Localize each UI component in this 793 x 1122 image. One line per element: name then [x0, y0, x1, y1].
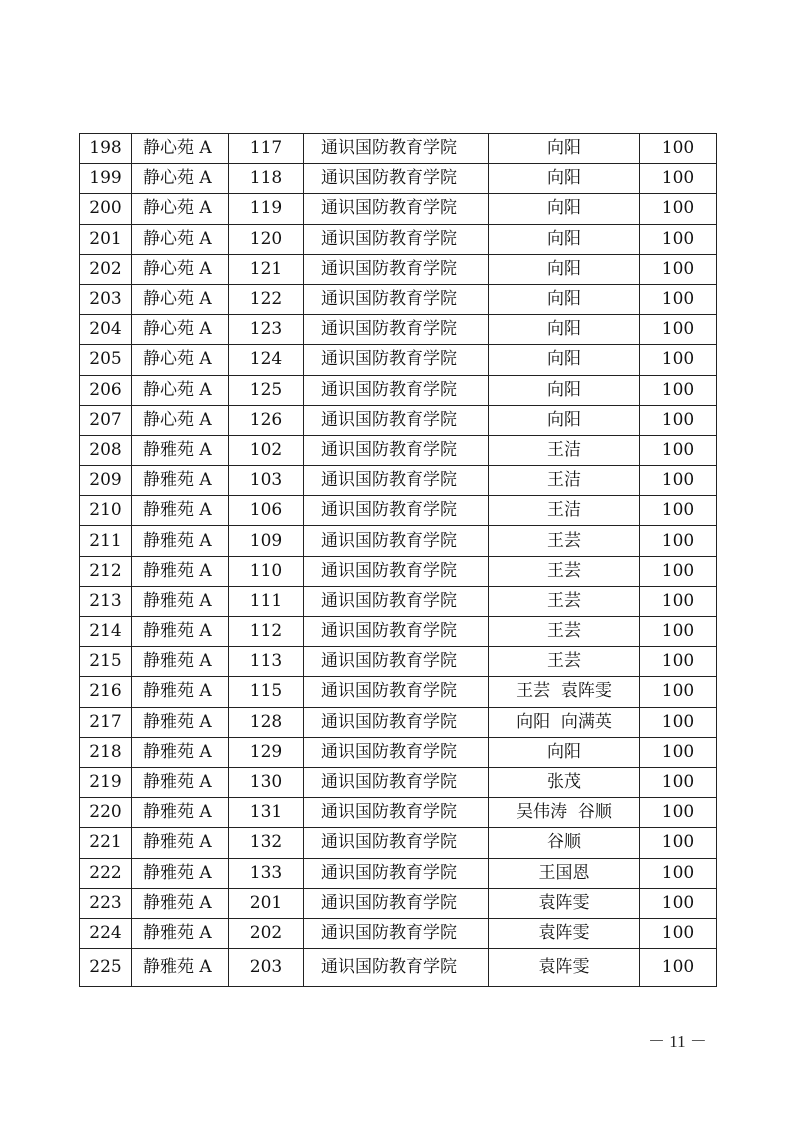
score-cell: 100	[640, 767, 717, 797]
building-cell: 静心苑 A	[132, 134, 229, 164]
table-row	[80, 647, 717, 677]
college-cell: 通识国防教育学院	[304, 737, 489, 767]
room-number-cell: 129	[229, 737, 304, 767]
score-cell: 100	[640, 586, 717, 616]
row-number-cell: 205	[80, 345, 132, 375]
room-number-cell: 131	[229, 798, 304, 828]
table-row	[80, 315, 717, 345]
score-cell: 100	[640, 496, 717, 526]
row-number-cell: 198	[80, 134, 132, 164]
row-number-cell: 223	[80, 888, 132, 918]
row-number-cell: 215	[80, 647, 132, 677]
building-cell: 静心苑 A	[132, 224, 229, 254]
row-number-cell: 208	[80, 435, 132, 465]
room-number-cell: 130	[229, 767, 304, 797]
college-cell: 通识国防教育学院	[304, 466, 489, 496]
room-number-cell: 106	[229, 496, 304, 526]
building-cell: 静心苑 A	[132, 315, 229, 345]
room-number-cell: 203	[229, 949, 304, 987]
building-cell: 静心苑 A	[132, 405, 229, 435]
score-cell: 100	[640, 254, 717, 284]
row-number-cell: 222	[80, 858, 132, 888]
building-cell: 静心苑 A	[132, 284, 229, 314]
advisor-cell: 王芸 袁阵雯	[489, 677, 640, 707]
room-number-cell: 111	[229, 586, 304, 616]
row-number-cell: 199	[80, 164, 132, 194]
score-cell: 100	[640, 526, 717, 556]
college-cell: 通识国防教育学院	[304, 496, 489, 526]
room-number-cell: 119	[229, 194, 304, 224]
table-row	[80, 918, 717, 948]
score-cell: 100	[640, 888, 717, 918]
table-row	[80, 707, 717, 737]
college-cell: 通识国防教育学院	[304, 164, 489, 194]
advisor-cell: 王洁	[489, 466, 640, 496]
table-row	[80, 254, 717, 284]
building-cell: 静心苑 A	[132, 164, 229, 194]
building-cell: 静心苑 A	[132, 254, 229, 284]
score-cell: 100	[640, 164, 717, 194]
advisor-cell: 王芸	[489, 526, 640, 556]
room-number-cell: 126	[229, 405, 304, 435]
advisor-cell: 王洁	[489, 496, 640, 526]
advisor-cell: 王芸	[489, 617, 640, 647]
row-number-cell: 210	[80, 496, 132, 526]
row-number-cell: 203	[80, 284, 132, 314]
college-cell: 通识国防教育学院	[304, 194, 489, 224]
advisor-cell: 张茂	[489, 767, 640, 797]
college-cell: 通识国防教育学院	[304, 949, 489, 987]
advisor-cell: 吴伟涛 谷顺	[489, 798, 640, 828]
advisor-cell: 向阳	[489, 315, 640, 345]
college-cell: 通识国防教育学院	[304, 405, 489, 435]
table-row	[80, 767, 717, 797]
building-cell: 静雅苑 A	[132, 647, 229, 677]
score-cell: 100	[640, 284, 717, 314]
building-cell: 静雅苑 A	[132, 798, 229, 828]
table-row	[80, 164, 717, 194]
table-row	[80, 556, 717, 586]
room-number-cell: 120	[229, 224, 304, 254]
building-cell: 静雅苑 A	[132, 858, 229, 888]
room-number-cell: 121	[229, 254, 304, 284]
advisor-cell: 袁阵雯	[489, 918, 640, 948]
row-number-cell: 224	[80, 918, 132, 948]
college-cell: 通识国防教育学院	[304, 526, 489, 556]
table-row	[80, 134, 717, 164]
college-cell: 通识国防教育学院	[304, 918, 489, 948]
table-row	[80, 375, 717, 405]
row-number-cell: 206	[80, 375, 132, 405]
table-row	[80, 405, 717, 435]
score-cell: 100	[640, 737, 717, 767]
score-cell: 100	[640, 677, 717, 707]
score-cell: 100	[640, 556, 717, 586]
college-cell: 通识国防教育学院	[304, 617, 489, 647]
college-cell: 通识国防教育学院	[304, 767, 489, 797]
score-cell: 100	[640, 949, 717, 987]
advisor-cell: 向阳	[489, 194, 640, 224]
row-number-cell: 211	[80, 526, 132, 556]
score-cell: 100	[640, 315, 717, 345]
table-body	[80, 134, 717, 987]
college-cell: 通识国防教育学院	[304, 798, 489, 828]
room-number-cell: 117	[229, 134, 304, 164]
score-cell: 100	[640, 345, 717, 375]
building-cell: 静心苑 A	[132, 194, 229, 224]
row-number-cell: 225	[80, 949, 132, 987]
score-cell: 100	[640, 617, 717, 647]
score-cell: 100	[640, 466, 717, 496]
building-cell: 静雅苑 A	[132, 466, 229, 496]
college-cell: 通识国防教育学院	[304, 345, 489, 375]
advisor-cell: 向阳	[489, 164, 640, 194]
building-cell: 静雅苑 A	[132, 888, 229, 918]
row-number-cell: 209	[80, 466, 132, 496]
college-cell: 通识国防教育学院	[304, 254, 489, 284]
row-number-cell: 200	[80, 194, 132, 224]
page-number: － 11 －	[648, 1032, 707, 1051]
room-number-cell: 110	[229, 556, 304, 586]
building-cell: 静雅苑 A	[132, 617, 229, 647]
advisor-cell: 王芸	[489, 647, 640, 677]
room-number-cell: 115	[229, 677, 304, 707]
row-number-cell: 202	[80, 254, 132, 284]
score-cell: 100	[640, 194, 717, 224]
room-number-cell: 132	[229, 828, 304, 858]
table-row	[80, 526, 717, 556]
building-cell: 静雅苑 A	[132, 828, 229, 858]
score-cell: 100	[640, 798, 717, 828]
table-row	[80, 617, 717, 647]
table-row	[80, 466, 717, 496]
advisor-cell: 王芸	[489, 556, 640, 586]
score-cell: 100	[640, 858, 717, 888]
building-cell: 静雅苑 A	[132, 677, 229, 707]
advisor-cell: 向阳	[489, 405, 640, 435]
building-cell: 静雅苑 A	[132, 918, 229, 948]
row-number-cell: 219	[80, 767, 132, 797]
score-cell: 100	[640, 435, 717, 465]
college-cell: 通识国防教育学院	[304, 647, 489, 677]
table-row	[80, 858, 717, 888]
advisor-cell: 向阳	[489, 345, 640, 375]
college-cell: 通识国防教育学院	[304, 134, 489, 164]
room-number-cell: 133	[229, 858, 304, 888]
college-cell: 通识国防教育学院	[304, 556, 489, 586]
table-row	[80, 345, 717, 375]
building-cell: 静雅苑 A	[132, 737, 229, 767]
score-cell: 100	[640, 828, 717, 858]
room-number-cell: 118	[229, 164, 304, 194]
college-cell: 通识国防教育学院	[304, 888, 489, 918]
college-cell: 通识国防教育学院	[304, 284, 489, 314]
building-cell: 静心苑 A	[132, 345, 229, 375]
row-number-cell: 217	[80, 707, 132, 737]
row-number-cell: 207	[80, 405, 132, 435]
room-number-cell: 201	[229, 888, 304, 918]
college-cell: 通识国防教育学院	[304, 828, 489, 858]
advisor-cell: 袁阵雯	[489, 949, 640, 987]
room-number-cell: 112	[229, 617, 304, 647]
table-row	[80, 224, 717, 254]
score-cell: 100	[640, 224, 717, 254]
room-number-cell: 122	[229, 284, 304, 314]
advisor-cell: 向阳	[489, 134, 640, 164]
building-cell: 静雅苑 A	[132, 435, 229, 465]
building-cell: 静雅苑 A	[132, 767, 229, 797]
row-number-cell: 216	[80, 677, 132, 707]
score-cell: 100	[640, 647, 717, 677]
row-number-cell: 212	[80, 556, 132, 586]
score-cell: 100	[640, 918, 717, 948]
advisor-cell: 谷顺	[489, 828, 640, 858]
building-cell: 静雅苑 A	[132, 496, 229, 526]
advisor-cell: 王洁	[489, 435, 640, 465]
college-cell: 通识国防教育学院	[304, 586, 489, 616]
room-number-cell: 202	[229, 918, 304, 948]
advisor-cell: 向阳	[489, 737, 640, 767]
row-number-cell: 204	[80, 315, 132, 345]
table-row	[80, 496, 717, 526]
table-row	[80, 949, 717, 987]
room-number-cell: 103	[229, 466, 304, 496]
building-cell: 静雅苑 A	[132, 707, 229, 737]
building-cell: 静雅苑 A	[132, 586, 229, 616]
row-number-cell: 201	[80, 224, 132, 254]
table-row	[80, 677, 717, 707]
dormitory-score-table	[79, 133, 717, 987]
building-cell: 静雅苑 A	[132, 556, 229, 586]
advisor-cell: 袁阵雯	[489, 888, 640, 918]
table-row	[80, 737, 717, 767]
table-row	[80, 194, 717, 224]
college-cell: 通识国防教育学院	[304, 375, 489, 405]
room-number-cell: 125	[229, 375, 304, 405]
table-row	[80, 284, 717, 314]
row-number-cell: 213	[80, 586, 132, 616]
score-cell: 100	[640, 707, 717, 737]
table-row	[80, 888, 717, 918]
building-cell: 静雅苑 A	[132, 526, 229, 556]
building-cell: 静雅苑 A	[132, 949, 229, 987]
advisor-cell: 王国恩	[489, 858, 640, 888]
table-row	[80, 828, 717, 858]
advisor-cell: 向阳	[489, 375, 640, 405]
row-number-cell: 220	[80, 798, 132, 828]
row-number-cell: 221	[80, 828, 132, 858]
college-cell: 通识国防教育学院	[304, 435, 489, 465]
room-number-cell: 128	[229, 707, 304, 737]
college-cell: 通识国防教育学院	[304, 315, 489, 345]
advisor-cell: 王芸	[489, 586, 640, 616]
room-number-cell: 109	[229, 526, 304, 556]
row-number-cell: 218	[80, 737, 132, 767]
table-row	[80, 435, 717, 465]
score-cell: 100	[640, 134, 717, 164]
table-row	[80, 586, 717, 616]
advisor-cell: 向阳 向满英	[489, 707, 640, 737]
college-cell: 通识国防教育学院	[304, 224, 489, 254]
college-cell: 通识国防教育学院	[304, 858, 489, 888]
room-number-cell: 124	[229, 345, 304, 375]
score-cell: 100	[640, 405, 717, 435]
room-number-cell: 102	[229, 435, 304, 465]
room-number-cell: 123	[229, 315, 304, 345]
row-number-cell: 214	[80, 617, 132, 647]
college-cell: 通识国防教育学院	[304, 677, 489, 707]
building-cell: 静心苑 A	[132, 375, 229, 405]
advisor-cell: 向阳	[489, 284, 640, 314]
college-cell: 通识国防教育学院	[304, 707, 489, 737]
room-number-cell: 113	[229, 647, 304, 677]
score-cell: 100	[640, 375, 717, 405]
table-row	[80, 798, 717, 828]
advisor-cell: 向阳	[489, 224, 640, 254]
advisor-cell: 向阳	[489, 254, 640, 284]
